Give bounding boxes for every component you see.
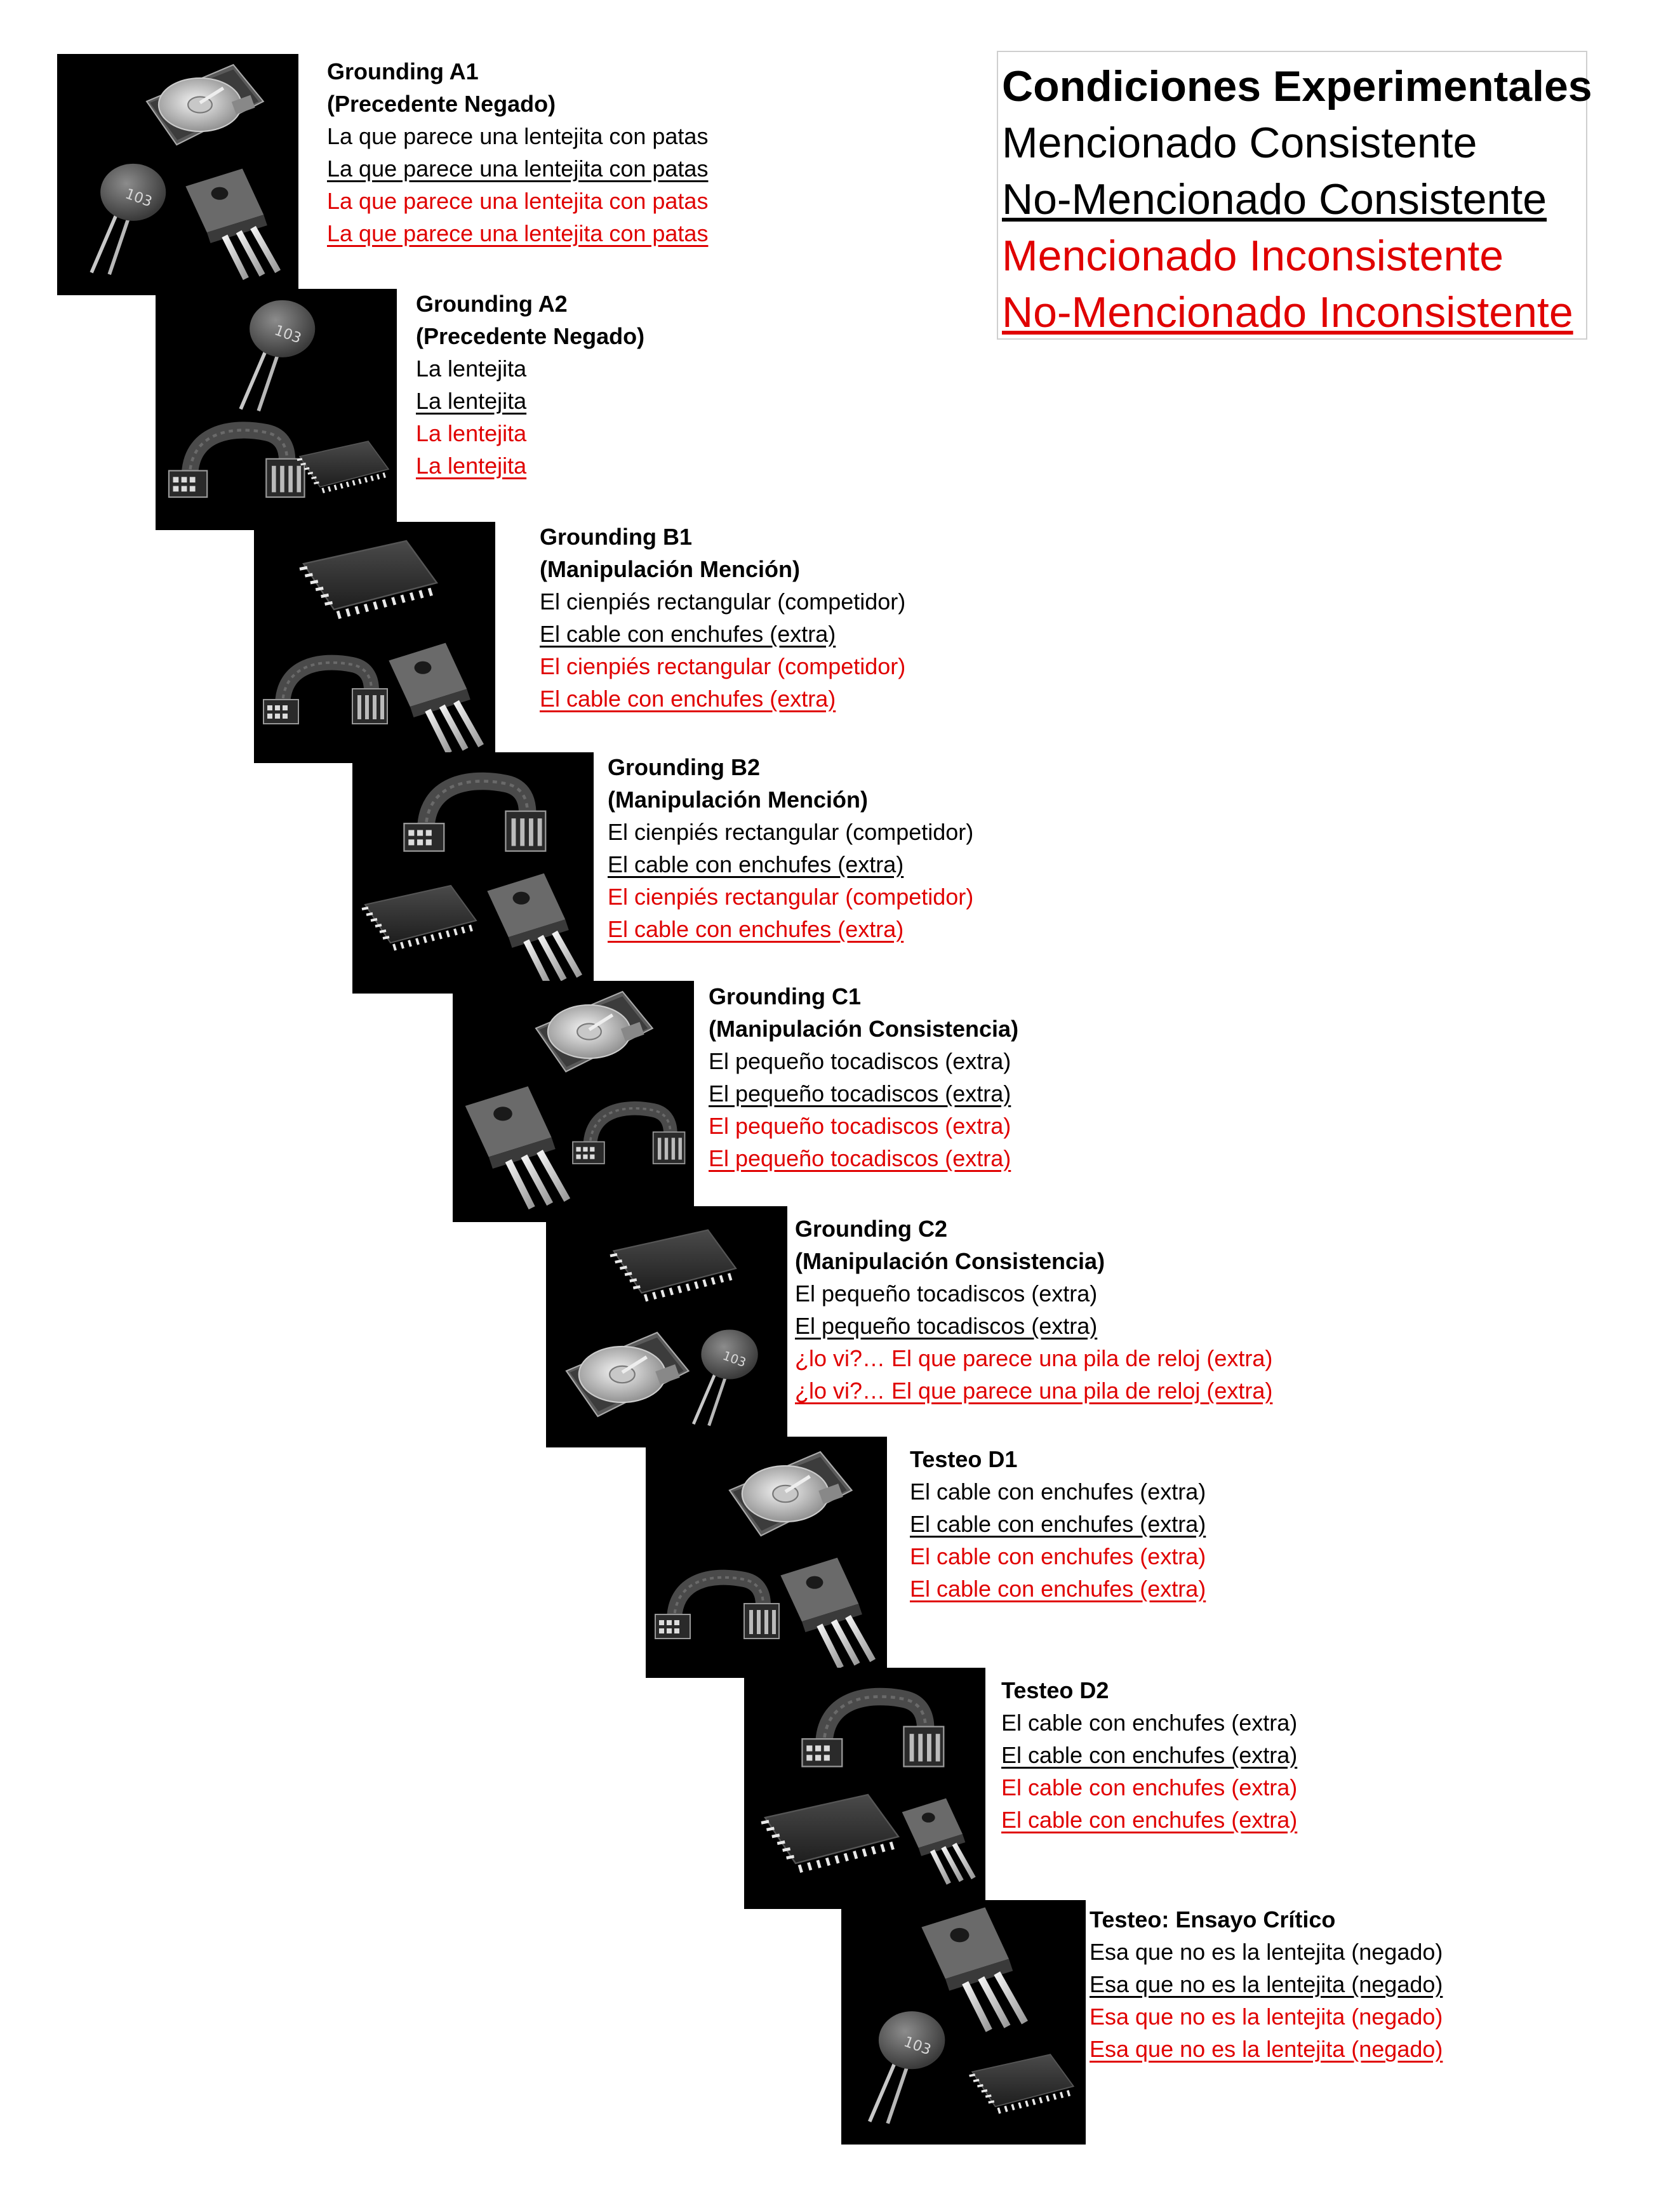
trial-b1-text: [540, 521, 905, 715]
line-not-mentioned-consistent: La lentejita: [416, 388, 527, 414]
trial-a2-image: [156, 289, 397, 530]
trial-a2-text: [416, 288, 644, 482]
trial-subtitle: (Manipulación Consistencia): [709, 1016, 1019, 1042]
line-not-mentioned-consistent: La que parece una lentejita con patas: [327, 156, 709, 182]
line-mentioned-consistent: El cable con enchufes (extra): [910, 1479, 1206, 1505]
line-not-mentioned-inconsistent: El cable con enchufes (extra): [540, 686, 836, 712]
line-mentioned-inconsistent: El cienpiés rectangular (competidor): [540, 653, 906, 679]
trial-subtitle: (Precedente Negado): [416, 323, 645, 349]
trial-critical-text: [1090, 1903, 1443, 2065]
legend-not-mentioned-inconsistent: No-Mencionado Inconsistente: [1002, 288, 1573, 336]
legend-mentioned-consistent: Mencionado Consistente: [1002, 119, 1477, 167]
line-not-mentioned-consistent: El cable con enchufes (extra): [1001, 1742, 1298, 1768]
line-mentioned-consistent: La que parece una lentejita con patas: [327, 123, 709, 149]
trial-d1-text: [910, 1443, 1206, 1605]
line-not-mentioned-consistent: El cable con enchufes (extra): [608, 851, 904, 877]
trial-b2-image: [352, 752, 594, 994]
line-not-mentioned-consistent: El pequeño tocadiscos (extra): [795, 1313, 1098, 1339]
line-not-mentioned-consistent: Esa que no es la lentejita (negado): [1090, 1971, 1443, 1997]
line-mentioned-inconsistent: La que parece una lentejita con patas: [327, 188, 709, 214]
trial-d2-image: [744, 1668, 985, 1909]
line-mentioned-inconsistent: El cable con enchufes (extra): [910, 1543, 1206, 1569]
trial-d1-image: [646, 1437, 887, 1678]
trial-subtitle: (Manipulación Mención): [540, 556, 800, 582]
legend-title: Condiciones Experimentales: [1002, 62, 1592, 110]
trial-b1-image: [254, 522, 495, 763]
line-mentioned-inconsistent: El cable con enchufes (extra): [1001, 1774, 1298, 1800]
trial-b2-text: [608, 751, 973, 945]
trial-c2-text: [795, 1213, 1272, 1407]
trial-title: Testeo D2: [1001, 1677, 1109, 1703]
line-mentioned-inconsistent: La lentejita: [416, 420, 527, 446]
line-mentioned-consistent: El cienpiés rectangular (competidor): [608, 819, 974, 845]
line-mentioned-inconsistent: El cienpiés rectangular (competidor): [608, 884, 974, 910]
trial-title: Testeo D1: [910, 1446, 1018, 1472]
line-mentioned-consistent: El cienpiés rectangular (competidor): [540, 589, 906, 615]
legend-box: [997, 51, 1592, 340]
trial-d2-text: [1001, 1674, 1297, 1836]
trial-subtitle: (Manipulación Consistencia): [795, 1248, 1105, 1274]
trial-subtitle: (Manipulación Mención): [608, 787, 868, 813]
trial-critical-image: [841, 1900, 1086, 2145]
trial-title: Testeo: Ensayo Crítico: [1090, 1906, 1336, 1932]
line-mentioned-inconsistent: El pequeño tocadiscos (extra): [709, 1113, 1011, 1139]
line-not-mentioned-inconsistent: La lentejita: [416, 453, 527, 479]
line-not-mentioned-inconsistent: El cable con enchufes (extra): [910, 1576, 1206, 1602]
line-not-mentioned-inconsistent: El cable con enchufes (extra): [1001, 1807, 1298, 1833]
line-mentioned-consistent: La lentejita: [416, 356, 527, 382]
line-not-mentioned-consistent: El pequeño tocadiscos (extra): [709, 1081, 1011, 1107]
trial-c1-text: [709, 980, 1018, 1174]
line-mentioned-consistent: El pequeño tocadiscos (extra): [795, 1280, 1098, 1307]
legend-mentioned-inconsistent: Mencionado Inconsistente: [1002, 232, 1504, 280]
trial-title: Grounding A2: [416, 291, 568, 317]
trial-title: Grounding B1: [540, 524, 692, 550]
line-not-mentioned-inconsistent: Esa que no es la lentejita (negado): [1090, 2036, 1443, 2062]
line-not-mentioned-consistent: El cable con enchufes (extra): [540, 621, 836, 647]
trial-c2-image: [546, 1206, 787, 1447]
line-mentioned-consistent: El pequeño tocadiscos (extra): [709, 1048, 1011, 1074]
legend-not-mentioned-consistent: No-Mencionado Consistente: [1002, 175, 1547, 223]
line-not-mentioned-inconsistent: ¿lo vi?… El que parece una pila de reloj (extra): [795, 1378, 1273, 1404]
line-mentioned-inconsistent: ¿lo vi?… El que parece una pila de reloj (extra): [795, 1345, 1273, 1371]
trial-a1-text: [327, 55, 708, 249]
trial-title: Grounding B2: [608, 754, 760, 780]
trial-subtitle: (Precedente Negado): [327, 91, 556, 117]
line-mentioned-consistent: Esa que no es la lentejita (negado): [1090, 1939, 1443, 1965]
trial-title: Grounding A1: [327, 58, 479, 84]
line-not-mentioned-inconsistent: La que parece una lentejita con patas: [327, 220, 709, 246]
line-not-mentioned-inconsistent: El pequeño tocadiscos (extra): [709, 1145, 1011, 1171]
line-mentioned-consistent: El cable con enchufes (extra): [1001, 1710, 1298, 1736]
line-not-mentioned-inconsistent: El cable con enchufes (extra): [608, 916, 904, 942]
trial-c1-image: [453, 981, 694, 1222]
line-mentioned-inconsistent: Esa que no es la lentejita (negado): [1090, 2004, 1443, 2030]
line-not-mentioned-consistent: El cable con enchufes (extra): [910, 1511, 1206, 1537]
trial-title: Grounding C1: [709, 983, 861, 1009]
trial-title: Grounding C2: [795, 1216, 947, 1242]
trial-a1-image: [57, 54, 298, 295]
